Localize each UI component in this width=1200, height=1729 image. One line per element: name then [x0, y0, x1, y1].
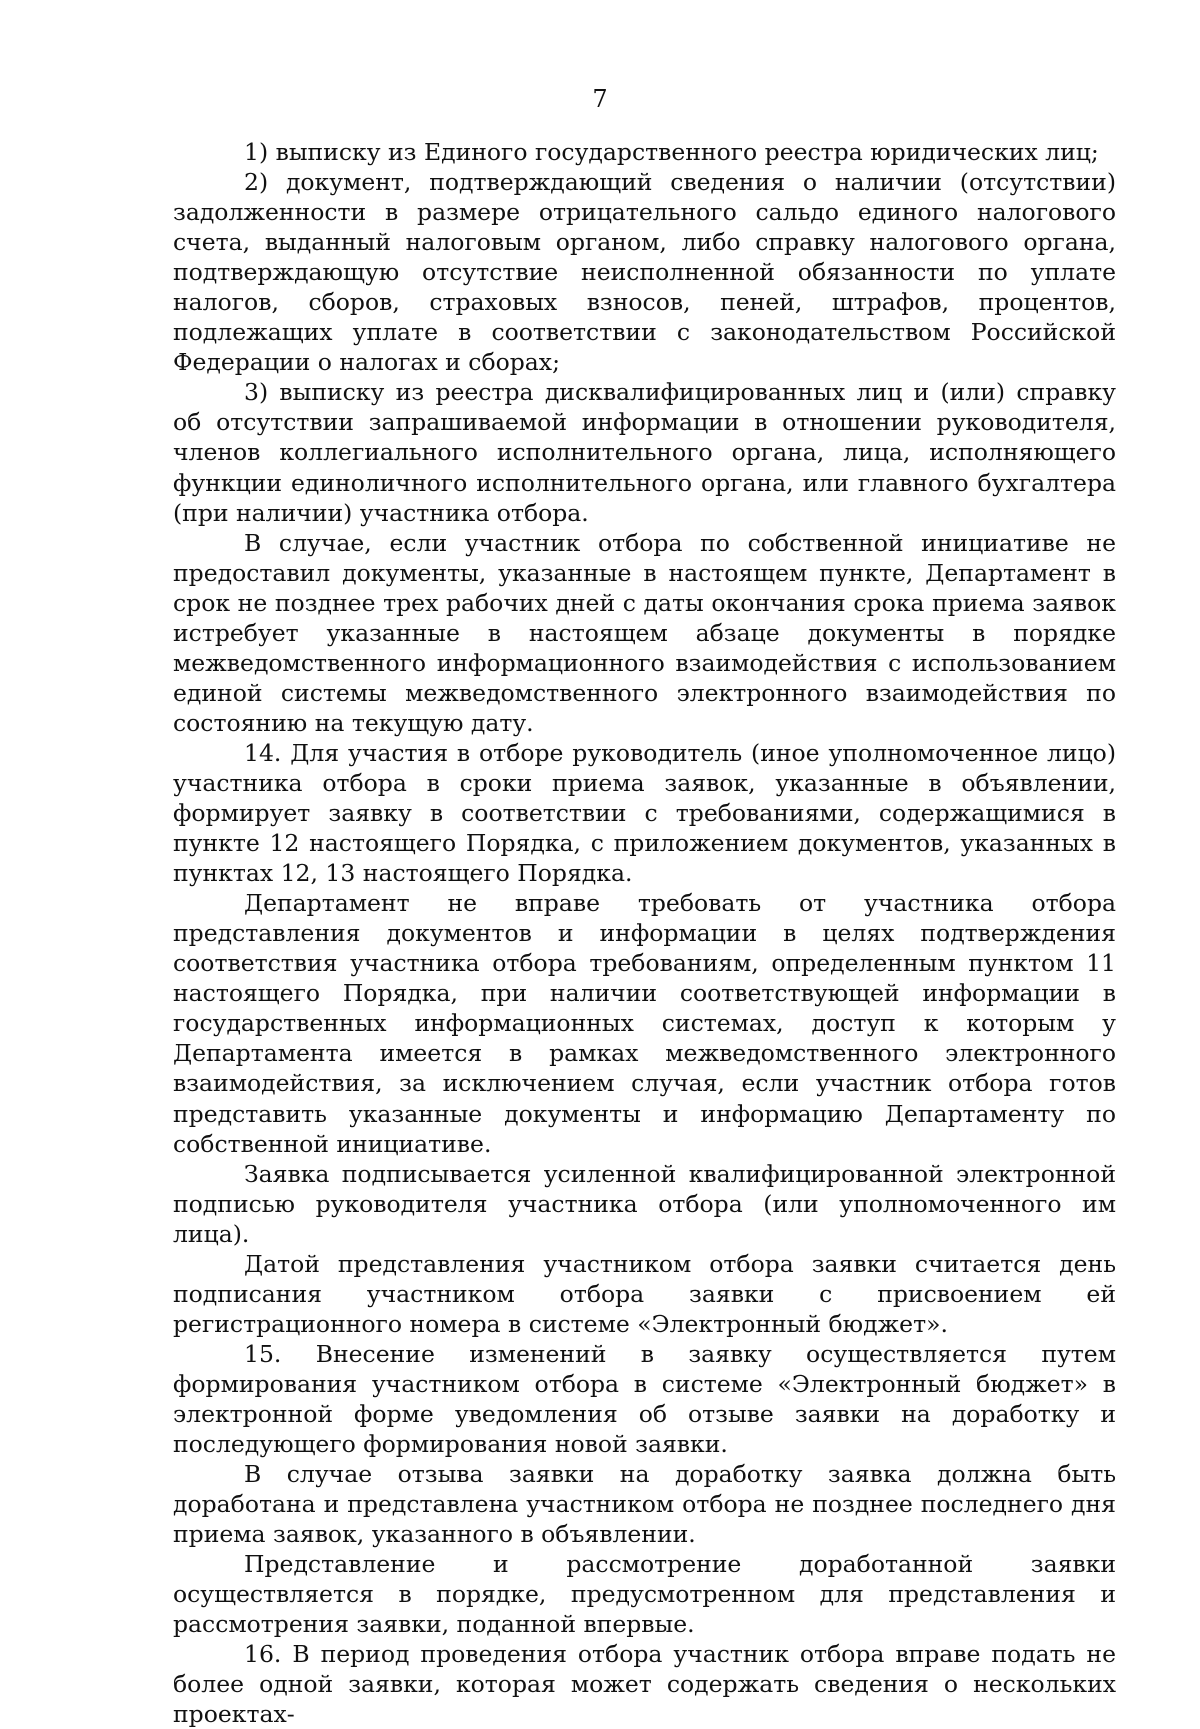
paragraph-signature: Заявка подписывается усиленной квалифицированной электронной подписью руководителя участника отбора (или уполномоченного им лица). — [173, 1159, 1116, 1248]
paragraph-review: Представление и рассмотрение доработанной заявки осуществляется в порядке, предусмотренном для представления и рассмотрения заявки, поданной впервые. — [173, 1550, 1116, 1639]
paragraph-withdrawal: В случае отзыва заявки на доработку заявка должна быть доработана и представлена участником отбора не позднее последнего дня приема заявок, указанного в объявлении. — [173, 1460, 1116, 1549]
paragraph-clause-15: 15. Внесение изменений в заявку осуществляется путем формирования участником отбора в системе «Электронный бюджет» в электронной форме уведомления об отзыве заявки на доработку и последующего формирования новой заявки. — [173, 1339, 1116, 1459]
document-body — [173, 137, 1116, 1729]
paragraph-item-1: 1) выписку из Единого государственного реестра юридических лиц; — [244, 138, 1099, 166]
paragraph-item-2: 2) документ, подтверждающий сведения о наличии (отсутствии) задолженности в размере отрицательного сальдо единого налогового счета, выданный налоговым органом, либо справку налогового органа, подтверждающую отсутствие неисполненной обязанности по уплате налогов, сборов, страховых взносов, пеней, штрафов, процентов, подлежащих уплате в соответствии с законодательством Российской Федерации о налогах и сборах; — [173, 168, 1116, 377]
paragraph-item-3: 3) выписку из реестра дисквалифицированных лиц и (или) справку об отсутствии запрашиваемой информации в отношении руководителя, членов коллегиального исполнительного органа, лица, исполняющего функции единоличного исполнительного органа, или главного бухгалтера (при наличии) участника отбора. — [173, 378, 1116, 527]
paragraph-documents-request: В случае, если участник отбора по собственной инициативе не предоставил документы, указанные в настоящем пункте, Департамент в срок не позднее трех рабочих дней с даты окончания срока приема заявок истребует указанные в настоящем абзаце документы в порядке межведомственного информационного взаимодействия с использованием единой системы межведомственного электронного взаимодействия по состоянию на текущую дату. — [173, 528, 1116, 737]
paragraph-department-restriction: Департамент не вправе требовать от участника отбора представления документов и информации в целях подтверждения соответствия участника отбора требованиям, определенным пунктом 11 настоящего Порядка, при наличии соответствующей информации в государственных информационных системах, доступ к которым у Департамента имеется в рамках межведомственного электронного взаимодействия, за исключением случая, если участник отбора готов представить указанные документы и информацию Департаменту по собственной инициативе. — [173, 889, 1116, 1158]
page-number: 7 — [592, 85, 608, 113]
paragraph-clause-16: 16. В период проведения отбора участник отбора вправе подать не более одной заявки, которая может содержать сведения о нескольких проектах- — [173, 1640, 1116, 1729]
paragraph-submission-date: Датой представления участником отбора заявки считается день подписания участником отбора заявки с присвоением ей регистрационного номера в системе «Электронный бюджет». — [173, 1249, 1116, 1338]
paragraph-clause-14: 14. Для участия в отборе руководитель (иное уполномоченное лицо) участника отбора в сроки приема заявок, указанные в объявлении, формирует заявку в соответствии с требованиями, содержащимися в пункте 12 настоящего Порядка, с приложением документов, указанных в пунктах 12, 13 настоящего Порядка. — [173, 738, 1116, 888]
